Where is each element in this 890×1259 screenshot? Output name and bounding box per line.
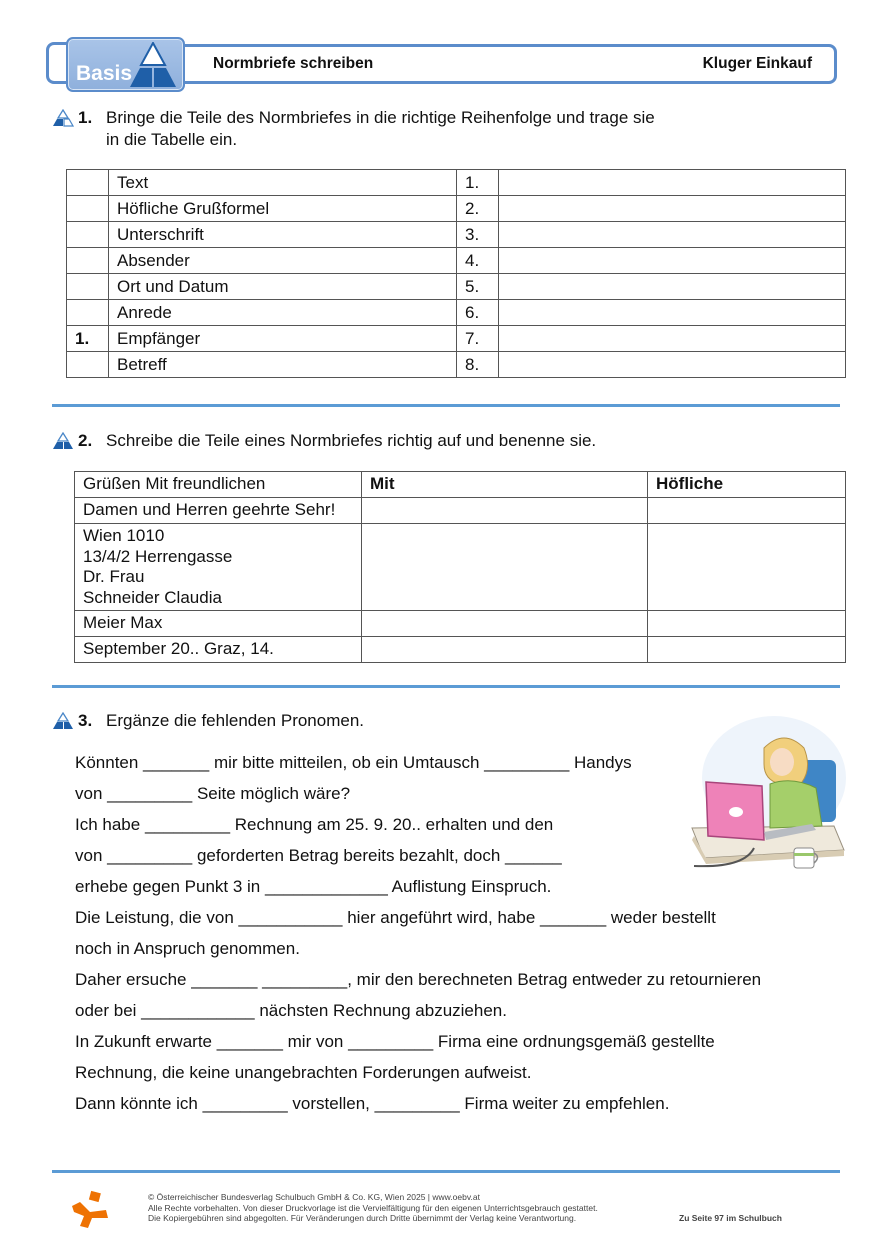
letter-part-cell: Betreff — [109, 352, 457, 378]
part-name-cell[interactable] — [648, 637, 846, 663]
rights-line: Alle Rechte vorbehalten. Von dieser Druckvorlage ist die Vervielfältigung für den eigenen Unterrichtsgebrauch gestattet. — [148, 1202, 598, 1213]
part-name-cell[interactable] — [648, 611, 846, 637]
cloze-line[interactable]: von _________ geforderten Betrag bereits bezahlt, doch ______ — [75, 846, 562, 865]
order-input-cell[interactable] — [67, 222, 109, 248]
position-number-cell: 2. — [457, 196, 499, 222]
cloze-line[interactable]: Ich habe _________ Rechnung am 25. 9. 20.. erhalten und den — [75, 815, 554, 834]
position-number-cell: 4. — [457, 248, 499, 274]
cloze-line[interactable]: Könnten _______ mir bitte mitteilen, ob ein Umtausch _________ Handys — [75, 753, 632, 772]
answer-cell[interactable] — [499, 300, 846, 326]
position-number-cell: 7. — [457, 326, 499, 352]
answer-cell[interactable] — [499, 196, 846, 222]
scrambled-line: Dr. Frau — [83, 567, 145, 586]
section-divider — [52, 404, 840, 407]
table-row — [75, 498, 846, 524]
table-row — [75, 637, 846, 663]
answer-cell[interactable] — [499, 274, 846, 300]
level-pyramid-icon — [52, 432, 74, 450]
letter-part-cell: Empfänger — [109, 326, 457, 352]
order-input-cell[interactable] — [67, 352, 109, 378]
scrambled-line: Wien 1010 — [83, 526, 165, 545]
section-divider — [52, 685, 840, 688]
position-number-cell: 1. — [457, 170, 499, 196]
position-number-cell: 3. — [457, 222, 499, 248]
task-number: 2. — [78, 431, 93, 450]
answer-cell[interactable] — [362, 611, 648, 637]
part-name-cell[interactable]: Höfliche — [648, 472, 846, 498]
task-instruction: Ergänze die fehlenden Pronomen. — [106, 711, 365, 730]
letter-part-cell: Höfliche Grußformel — [109, 196, 457, 222]
letter-part-cell: Absender — [109, 248, 457, 274]
answer-cell[interactable] — [362, 637, 648, 663]
position-number-cell: 8. — [457, 352, 499, 378]
scrambled-cell: Meier Max — [75, 611, 362, 637]
table-row — [67, 222, 846, 248]
order-table — [66, 169, 846, 378]
level-pyramid-icon — [52, 712, 74, 730]
order-input-cell[interactable] — [67, 196, 109, 222]
level-pyramid-icon — [52, 109, 74, 127]
order-input-cell[interactable] — [67, 300, 109, 326]
answer-cell[interactable] — [499, 352, 846, 378]
copyright-text — [148, 1192, 598, 1224]
footer-divider — [52, 1170, 840, 1173]
pyramid-logo-icon — [129, 42, 177, 88]
task-3-heading — [52, 710, 666, 732]
basis-label: Basis — [76, 62, 133, 85]
order-input-cell[interactable] — [67, 170, 109, 196]
cloze-line[interactable]: In Zukunft erwarte _______ mir von _________ Firma eine ordnungsgemäß gestellte — [75, 1032, 715, 1051]
scrambled-line: Schneider Claudia — [83, 587, 222, 607]
table-row — [75, 611, 846, 637]
letter-part-cell: Anrede — [109, 300, 457, 326]
cloze-line[interactable]: noch in Anspruch genommen. — [75, 939, 300, 958]
table-row — [67, 274, 846, 300]
scrambled-cell: Damen und Herren geehrte Sehr! — [75, 498, 362, 524]
topic-title: Kluger Einkauf — [702, 55, 812, 72]
schoolbook-reference: Zu Seite 97 im Schulbuch — [679, 1213, 782, 1223]
part-name-cell[interactable] — [648, 498, 846, 524]
position-number-cell: 5. — [457, 274, 499, 300]
answer-cell[interactable] — [362, 498, 648, 524]
letter-parts-table — [74, 471, 846, 663]
cloze-line[interactable]: Rechnung, die keine unangebrachten Forderungen aufweist. — [75, 1063, 532, 1082]
table-row — [67, 300, 846, 326]
table-row — [67, 196, 846, 222]
fees-line: Die Kopiergebühren sind abgegolten. Für Veränderungen durch Dritte übernimmt der Verlag keine Verantwortung. — [148, 1213, 577, 1223]
answer-cell[interactable] — [499, 170, 846, 196]
cloze-line[interactable]: erhebe gegen Punkt 3 in _____________ Auflistung Einspruch. — [75, 877, 552, 896]
answer-cell[interactable] — [499, 326, 846, 352]
table-row — [67, 248, 846, 274]
table-row — [67, 352, 846, 378]
task-number: 3. — [78, 711, 93, 730]
publisher-logo-icon — [70, 1190, 110, 1230]
cloze-line[interactable]: Die Leistung, die von ___________ hier angeführt wird, habe _______ weder bestellt — [75, 908, 716, 927]
task-number: 1. — [78, 108, 93, 127]
header-bar — [183, 44, 837, 84]
order-input-cell[interactable]: 1. — [67, 326, 109, 352]
answer-cell[interactable] — [499, 222, 846, 248]
cloze-line[interactable]: Dann könnte ich _________ vorstellen, _________ Firma weiter zu empfehlen. — [75, 1094, 670, 1113]
task-1-heading — [52, 107, 666, 151]
answer-cell[interactable]: Mit — [362, 472, 648, 498]
cloze-line[interactable]: von _________ Seite möglich wäre? — [75, 784, 351, 803]
task-2-heading — [52, 430, 666, 452]
page-title: Normbriefe schreiben — [213, 55, 374, 72]
letter-part-cell: Ort und Datum — [109, 274, 457, 300]
scrambled-line: 13/4/2 Herrengasse — [83, 546, 233, 566]
table-row — [67, 170, 846, 196]
scrambled-cell: September 20.. Graz, 14. — [75, 637, 362, 663]
scrambled-cell — [75, 524, 362, 611]
answer-cell[interactable] — [362, 524, 648, 611]
table-row — [75, 472, 846, 498]
cloze-line[interactable]: oder bei ____________ nächsten Rechnung abzuziehen. — [75, 1001, 507, 1020]
table-row — [67, 326, 846, 352]
letter-part-cell: Text — [109, 170, 457, 196]
woman-at-laptop-illustration — [684, 708, 849, 878]
order-input-cell[interactable] — [67, 248, 109, 274]
cloze-line[interactable]: Daher ersuche _______ _________, mir den berechneten Betrag entweder zu retournieren — [75, 970, 762, 989]
table-row — [75, 524, 846, 611]
answer-cell[interactable] — [499, 248, 846, 274]
task-instruction: Schreibe die Teile eines Normbriefes richtig auf und benenne sie. — [106, 431, 597, 450]
order-input-cell[interactable] — [67, 274, 109, 300]
part-name-cell[interactable] — [648, 524, 846, 611]
position-number-cell: 6. — [457, 300, 499, 326]
copyright-line: © Österreichischer Bundesverlag Schulbuch GmbH & Co. KG, Wien 2025 | www.oebv.at — [148, 1192, 480, 1202]
task-instruction: Bringe die Teile des Normbriefes in die richtige Reihenfolge und trage sie in die Tabelle ein. — [106, 108, 655, 149]
basis-logo — [66, 37, 185, 92]
scrambled-cell: Grüßen Mit freundlichen — [75, 472, 362, 498]
letter-part-cell: Unterschrift — [109, 222, 457, 248]
